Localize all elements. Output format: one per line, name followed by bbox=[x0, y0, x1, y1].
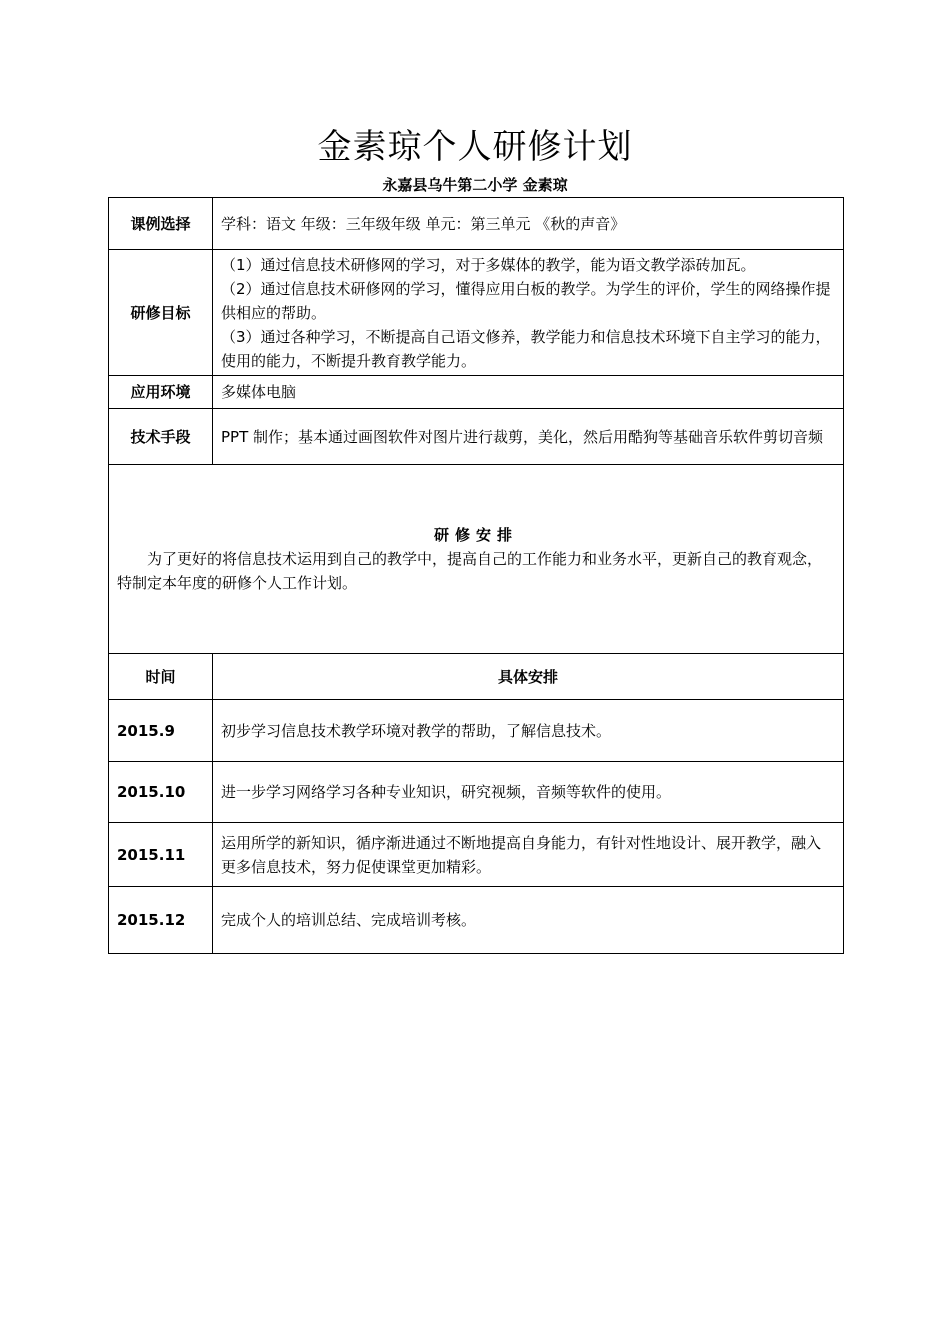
schedule-date: 2015.10 bbox=[109, 762, 213, 823]
goal-item: （3）通过各种学习，不断提高自己语文修养，教学能力和信息技术环境下自主学习的能力，使用的能力，不断提升教育教学能力。 bbox=[221, 327, 831, 370]
technique-row bbox=[109, 409, 844, 465]
environment-row bbox=[109, 376, 844, 409]
schedule-date: 2015.9 bbox=[109, 700, 213, 762]
schedule-plan: 进一步学习网络学习各种专业知识，研究视频，音频等软件的使用。 bbox=[213, 762, 844, 823]
goals-content bbox=[213, 250, 844, 376]
schedule-plan: 完成个人的培训总结、完成培训考核。 bbox=[213, 887, 844, 954]
goal-item: （2）通过信息技术研修网的学习，懂得应用白板的教学。为学生的评价，学生的网络操作提供相应的帮助。 bbox=[221, 279, 831, 322]
schedule-header-plan: 具体安排 bbox=[213, 654, 844, 700]
document-subtitle: 永嘉县乌牛第二小学 金素琼 bbox=[382, 176, 568, 194]
schedule-row bbox=[109, 823, 844, 887]
course-value: 学科：语文 年级：三年级年级 单元：第三单元 《秋的声音》 bbox=[213, 198, 844, 250]
schedule-row bbox=[109, 700, 844, 762]
schedule-header-time: 时间 bbox=[109, 654, 213, 700]
schedule-row bbox=[109, 762, 844, 823]
goals-row bbox=[109, 250, 844, 376]
arrangement-title: 研修安排 bbox=[433, 526, 518, 544]
document-title: 金素琼个人研修计划 bbox=[317, 127, 633, 167]
environment-value: 多媒体电脑 bbox=[213, 376, 844, 409]
schedule-date: 2015.12 bbox=[109, 887, 213, 954]
technique-value: PPT 制作；基本通过画图软件对图片进行裁剪，美化，然后用酷狗等基础音乐软件剪切音频 bbox=[213, 409, 844, 465]
arrangement-body: 为了更好的将信息技术运用到自己的教学中，提高自己的工作能力和业务水平，更新自己的教育观念，特制定本年度的研修个人工作计划。 bbox=[117, 550, 823, 592]
course-label: 课例选择 bbox=[109, 198, 213, 250]
schedule-plan: 运用所学的新知识，循序渐进通过不断地提高自身能力，有针对性地设计、展开教学，融入更多信息技术，努力促使课堂更加精彩。 bbox=[213, 823, 844, 887]
schedule-header-row bbox=[109, 654, 844, 700]
schedule-date: 2015.11 bbox=[109, 823, 213, 887]
environment-label: 应用环境 bbox=[109, 376, 213, 409]
arrangement-cell bbox=[109, 465, 844, 654]
plan-table bbox=[108, 197, 844, 954]
schedule-plan: 初步学习信息技术教学环境对教学的帮助，了解信息技术。 bbox=[213, 700, 844, 762]
goal-item: （1）通过信息技术研修网的学习，对于多媒体的教学，能为语文教学添砖加瓦。 bbox=[221, 255, 756, 274]
arrangement-row bbox=[109, 465, 844, 654]
technique-label: 技术手段 bbox=[109, 409, 213, 465]
goals-label: 研修目标 bbox=[109, 250, 213, 376]
course-row bbox=[109, 198, 844, 250]
schedule-row bbox=[109, 887, 844, 954]
